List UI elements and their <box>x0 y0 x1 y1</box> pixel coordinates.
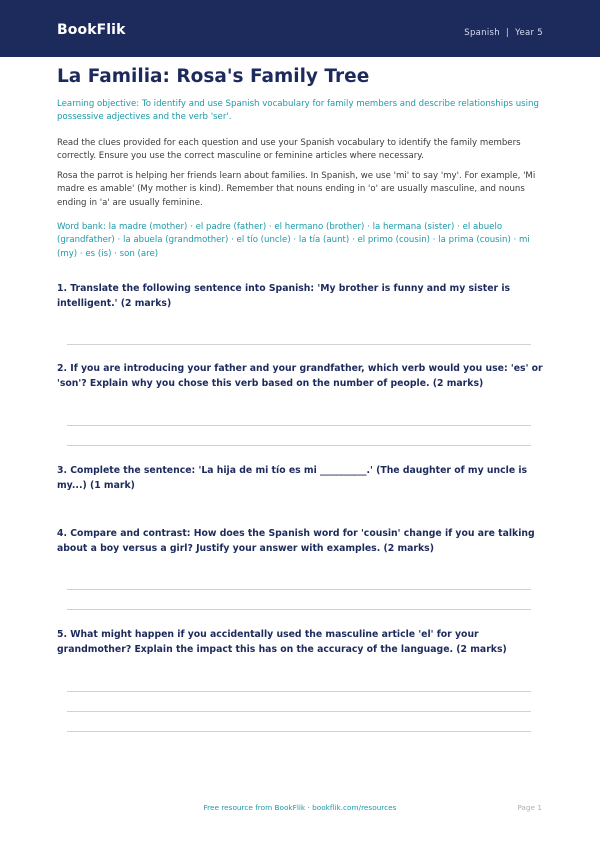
instructions-paragraph-2: Rosa the parrot is helping her friends learn about families. In Spanish, we use 'mi' to say 'my'. For example, 'Mi madre es amable' (My mother is kind). Remember that nouns ending in 'o' are usually masculine, and nouns ending in 'a' are usually feminine. <box>57 171 536 208</box>
question-4: 4. Compare and contrast: How does the Spanish word for 'cousin' change if you are talking about a boy versus a girl? Justify your answer with examples. (2 marks) <box>57 528 535 555</box>
answer-line[interactable] <box>67 731 531 732</box>
page-header <box>0 0 600 57</box>
answer-line[interactable] <box>67 609 531 610</box>
subject-year-label: Spanish | Year 5 <box>464 28 543 38</box>
page-title: La Familia: Rosa's Family Tree <box>57 66 370 87</box>
question-5: 5. What might happen if you accidentally used the masculine article 'el' for your grandmother? Explain the impact this has on the accuracy of the language. (2 marks) <box>57 629 507 656</box>
question-3: 3. Complete the sentence: 'La hija de mi tío es mi __________.' (The daughter of my uncle is my...) (1 mark) <box>57 465 528 492</box>
answer-line[interactable] <box>67 344 531 345</box>
instructions-paragraph-1: Read the clues provided for each question and use your Spanish vocabulary to identify the family members correctly. Ensure you use the correct masculine or feminine articles where necessary. <box>57 138 521 162</box>
word-bank: Word bank: la madre (mother) · el padre (father) · el hermano (brother) · la hermana (sister) · el abuelo (grandfather) · la abuela (grandmother) · el tío (uncle) · la tía (aunt) · el primo (cousin) · la prima (cousin) · mi (my) · es (is) · son (are) <box>57 222 530 259</box>
page-number: Page 1 <box>517 803 542 812</box>
learning-objective: Learning objective: To identify and use Spanish vocabulary for family members and describe relationships using possessive adjectives and the verb 'ser'. <box>57 99 539 123</box>
answer-line[interactable] <box>67 711 531 712</box>
brand-logo: BookFlik <box>57 22 126 38</box>
answer-line[interactable] <box>67 691 531 692</box>
footer-resource-link[interactable]: Free resource from BookFlik · bookflik.com/resources <box>203 803 397 812</box>
answer-line[interactable] <box>67 425 531 426</box>
question-2: 2. If you are introducing your father and your grandfather, which verb would you use: 'es' or 'son'? Explain why you chose this verb based on the number of people. (2 marks) <box>57 363 543 390</box>
answer-line[interactable] <box>67 445 531 446</box>
question-1: 1. Translate the following sentence into Spanish: 'My brother is funny and my sister is intelligent.' (2 marks) <box>57 283 511 310</box>
answer-line[interactable] <box>67 589 531 590</box>
